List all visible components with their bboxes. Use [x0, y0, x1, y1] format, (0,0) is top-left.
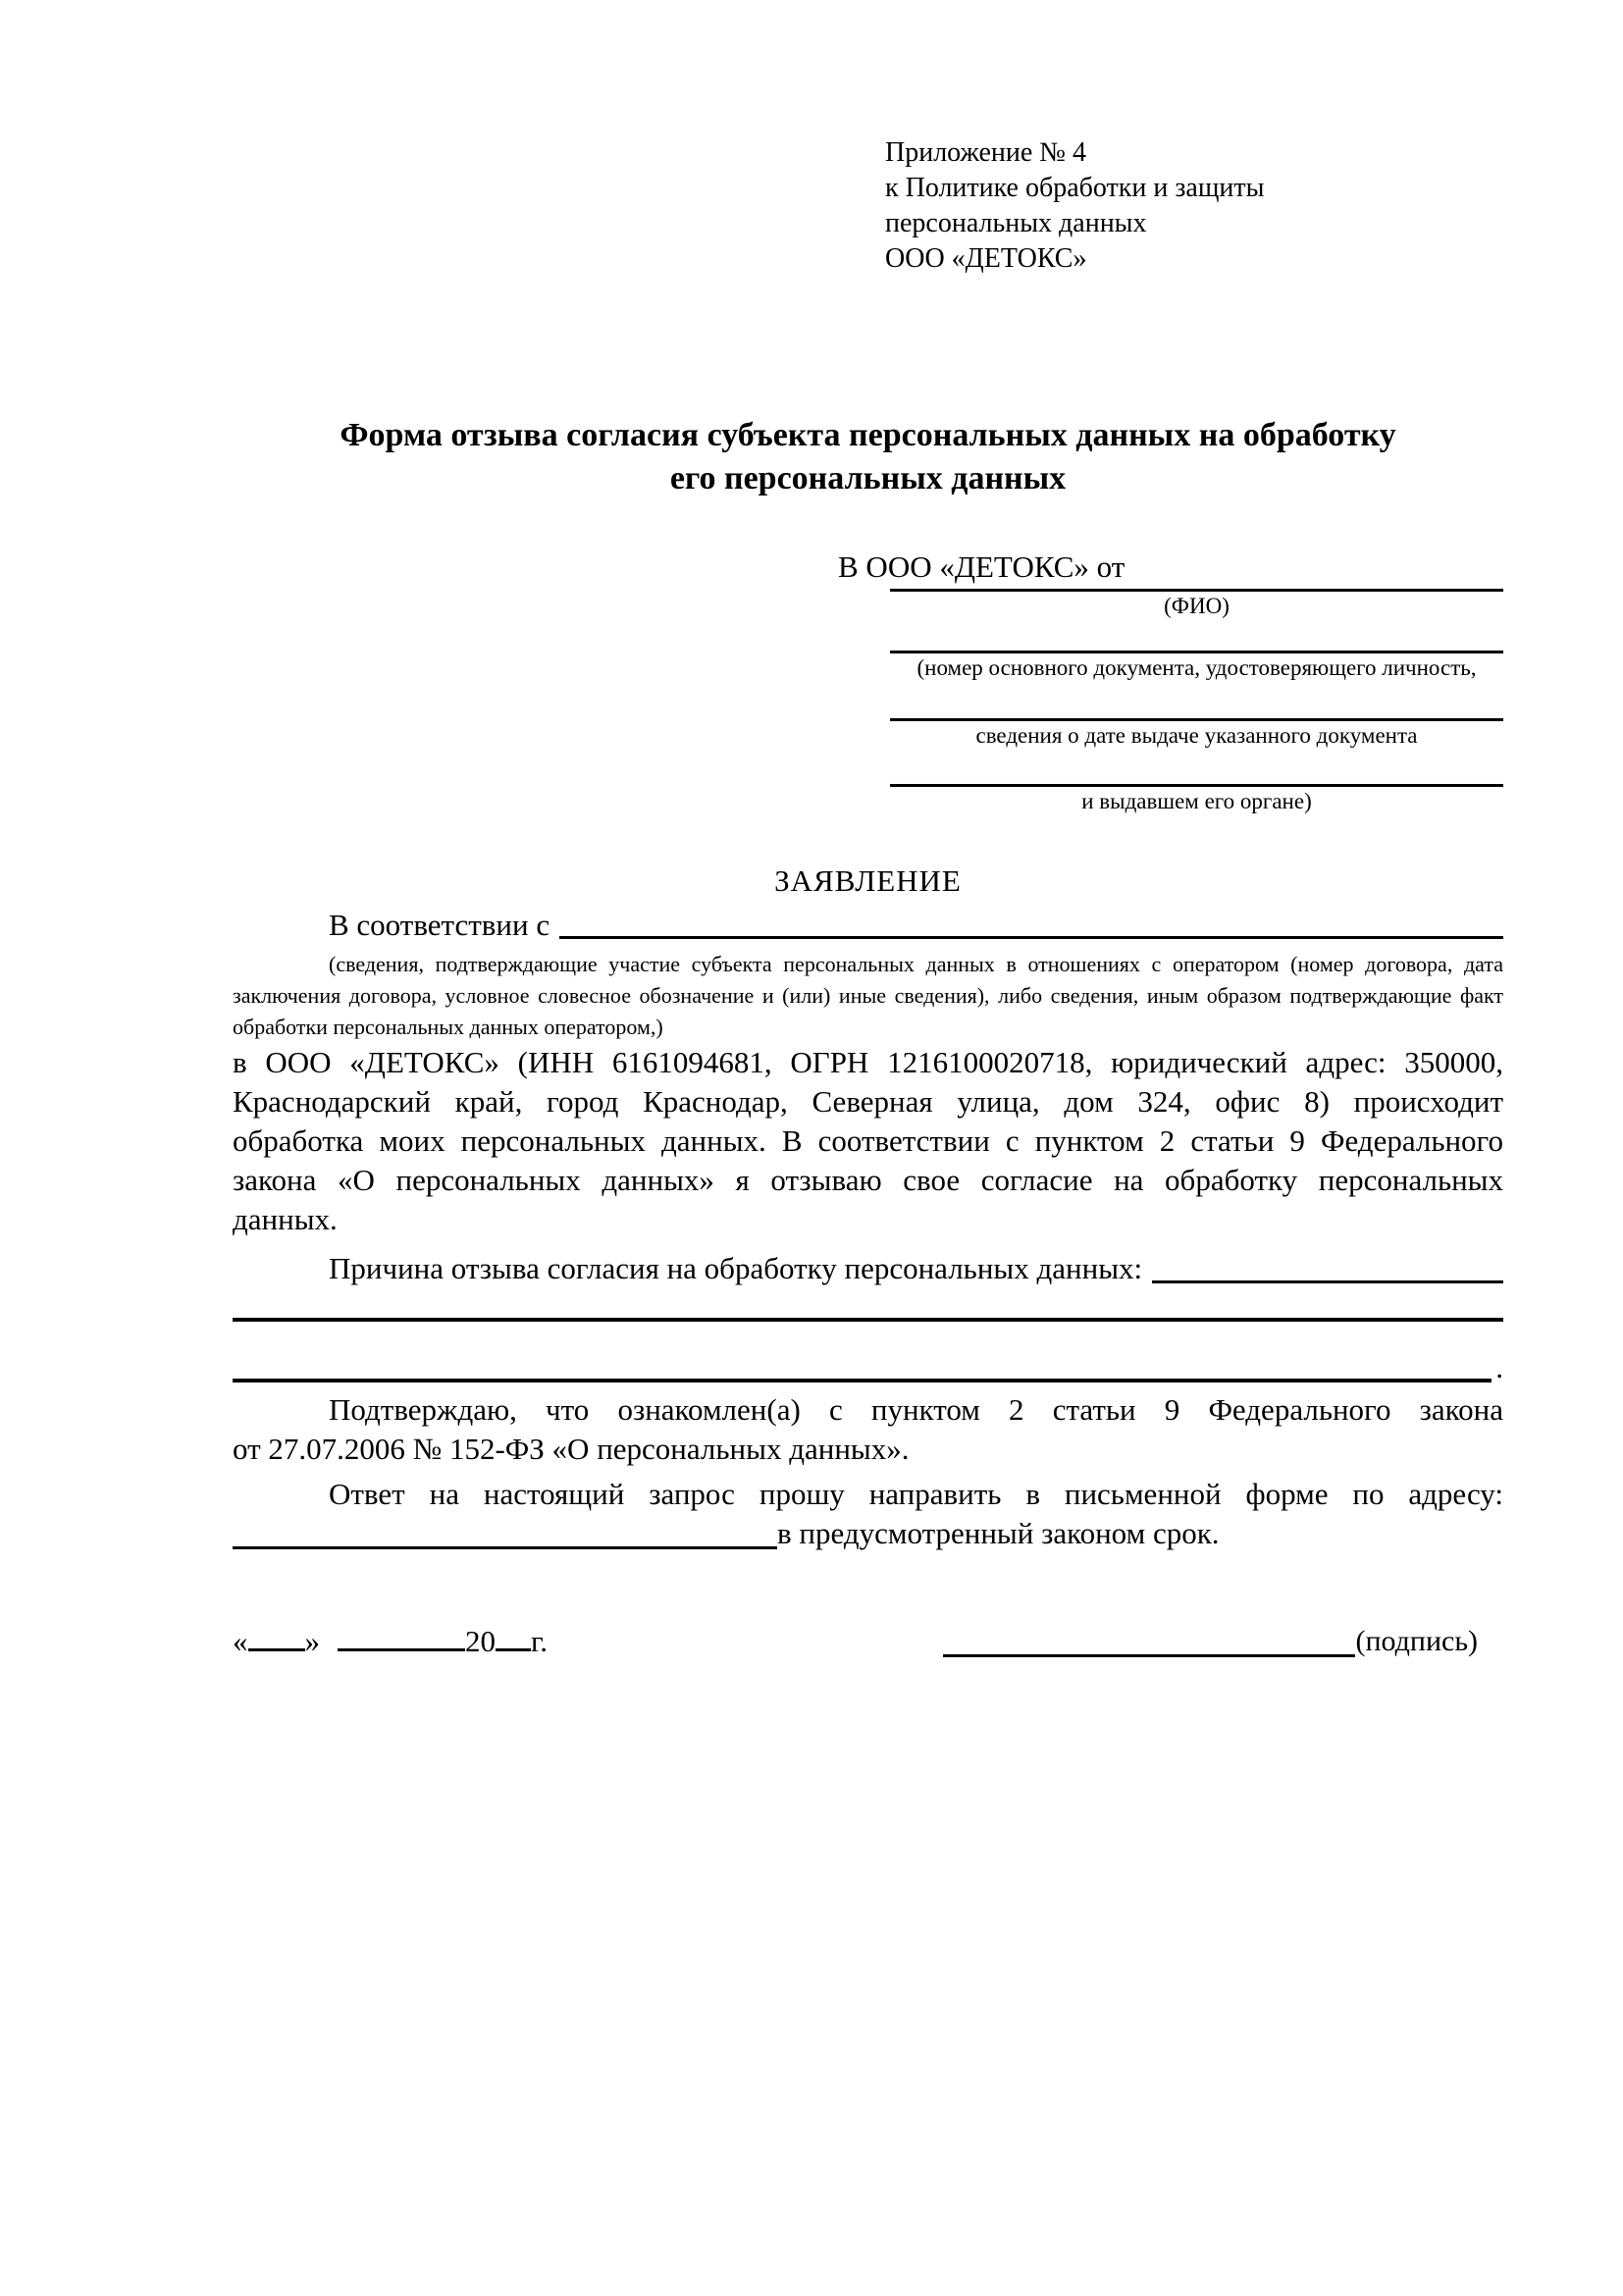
- addressee-to-line: В ООО «ДЕТОКС» от: [838, 549, 1126, 584]
- explanatory-note: [233, 949, 1503, 1043]
- date-part: [233, 1622, 548, 1661]
- response-address-line: [233, 1514, 1503, 1553]
- appendix-line: Приложение № 4: [885, 137, 1086, 168]
- open-quote: «: [233, 1624, 248, 1658]
- appendix-line: персональных данных: [885, 208, 1147, 238]
- body-line: в ООО «ДЕТОКС» (ИНН 6161094681, ОГРН 1216100020718, юридический адрес: 350000,: [233, 1045, 1503, 1079]
- blank-underline: [233, 1318, 1503, 1322]
- confirmation-line: от 27.07.2006 № 152-ФЗ «О персональных данных».: [233, 1432, 910, 1466]
- response-tail: в предусмотренный законом срок.: [777, 1516, 1220, 1550]
- confirmation-line: Подтверждаю, что ознакомлен(а) с пунктом 2 статьи 9 Федерального закона: [329, 1392, 1503, 1427]
- blank-underline-with-period: [233, 1351, 1503, 1384]
- blank-underline: [559, 936, 1503, 939]
- signature-part: [943, 1622, 1478, 1661]
- body-paragraph: [233, 1043, 1503, 1239]
- note-line: обработки персональных данных оператором,): [233, 1015, 663, 1039]
- appendix-block: [885, 135, 1307, 277]
- body-line: данных.: [233, 1202, 338, 1236]
- field-caption: (ФИО): [1164, 594, 1230, 618]
- signature-caption: (подпись): [1355, 1625, 1478, 1657]
- appendix-line: к Политике обработки и защиты: [885, 173, 1265, 203]
- confirmation-paragraph: [233, 1390, 1503, 1469]
- date-signature-row: [233, 1622, 1503, 1661]
- document-title: [233, 414, 1503, 500]
- field-issue-date: [890, 718, 1503, 751]
- field-caption: (номер основного документа, удостоверяющего личность,: [916, 655, 1477, 680]
- response-line: Ответ на настоящий запрос прошу направить в письменной форме по адресу:: [329, 1477, 1503, 1511]
- body-line: закона «О персональных данных» я отзываю свое согласие на обработку персональных: [233, 1163, 1503, 1197]
- field-document-number: [890, 651, 1503, 683]
- note-line: (сведения, подтверждающие участие субъекта персональных данных в отношениях с оператором (номер договора, дата: [329, 952, 1503, 976]
- reason-line: [233, 1249, 1503, 1288]
- blank-underline: [233, 1546, 777, 1549]
- close-quote: »: [304, 1624, 320, 1658]
- field-caption: сведения о дате выдаче указанного документа: [975, 723, 1418, 748]
- blank-underline: [233, 1379, 1492, 1383]
- period: .: [1495, 1350, 1503, 1384]
- response-paragraph: [233, 1475, 1503, 1514]
- blank-underline: [338, 1648, 465, 1651]
- reason-label: Причина отзыва согласия на обработку персональных данных:: [329, 1251, 1143, 1285]
- note-line: заключения договора, условное словесное обозначение и (или) иные сведения), либо сведения, иным образом подтверждающие факт: [233, 983, 1503, 1008]
- title-line: Форма отзыва согласия субъекта персональных данных на обработку: [340, 417, 1396, 453]
- year-suffix: г.: [531, 1624, 548, 1658]
- blank-underline: [496, 1648, 531, 1651]
- century: 20: [465, 1624, 496, 1658]
- field-issuing-authority: [890, 784, 1503, 816]
- body-line: обработка моих персональных данных. В соответствии с пунктом 2 статьи 9 Федерального: [233, 1123, 1503, 1158]
- intro-lead: В соответствии с: [329, 908, 550, 942]
- field-fio: [890, 589, 1503, 621]
- statement-heading: ЗАЯВЛЕНИЕ: [774, 863, 962, 898]
- intro-line: [233, 906, 1503, 944]
- title-line: его персональных данных: [669, 460, 1067, 496]
- field-caption: и выдавшем его органе): [1081, 789, 1312, 813]
- appendix-line: ООО «ДЕТОКС»: [885, 243, 1087, 274]
- body-line: Краснодарский край, город Краснодар, Северная улица, дом 324, офис 8) происходит: [233, 1084, 1503, 1119]
- blank-underline: [1152, 1280, 1503, 1283]
- blank-underline: [248, 1648, 305, 1651]
- addressee-fields: [890, 589, 1503, 816]
- signature-underline: [943, 1654, 1355, 1657]
